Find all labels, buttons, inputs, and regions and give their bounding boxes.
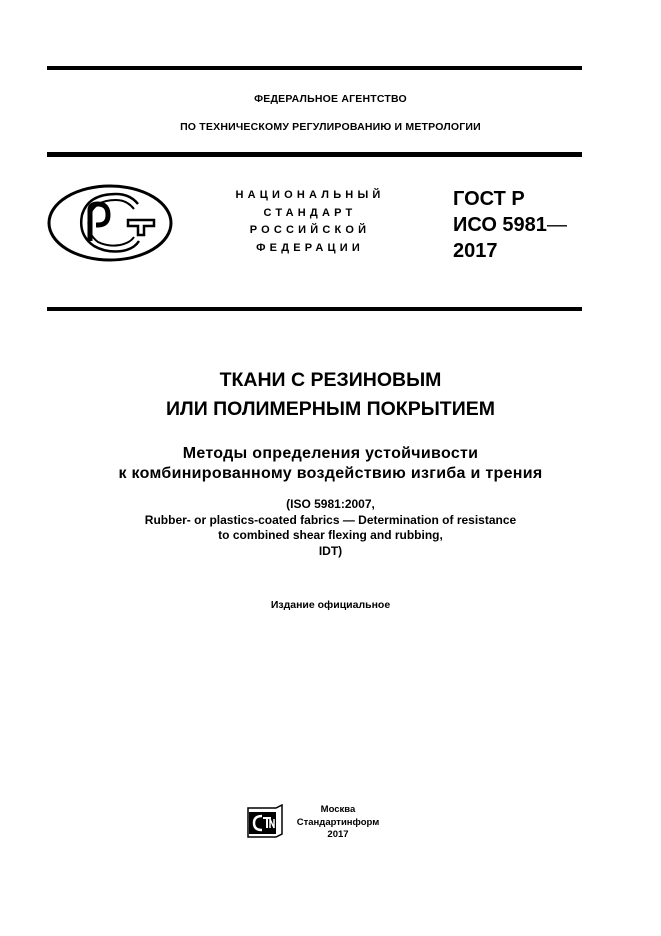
agency-line-2: ПО ТЕХНИЧЕСКОМУ РЕГУЛИРОВАНИЮ И МЕТРОЛОГИИ xyxy=(180,121,481,133)
title-line-2: ИЛИ ПОЛИМЕРНЫМ ПОКРЫТИЕМ xyxy=(166,398,495,420)
title-line-1: ТКАНИ С РЕЗИНОВЫМ xyxy=(219,369,442,391)
designation-number: ИСО 5981 xyxy=(453,214,547,236)
header-bottom-rule xyxy=(47,152,582,157)
standartinform-logo-icon xyxy=(246,804,284,838)
national-standard-label xyxy=(205,187,415,257)
iso-line-4: IDT) xyxy=(318,543,343,558)
subtitle-line-2: к комбинированному воздействию изгиба и трения xyxy=(118,465,543,482)
national-standard-line-4: ФЕДЕРАЦИИ xyxy=(256,241,364,254)
publisher-name: Стандартинформ xyxy=(296,816,380,828)
edition-label: Издание официальное xyxy=(270,599,391,611)
national-standard-line-2: СТАНДАРТ xyxy=(263,206,357,219)
national-standard-line-3: РОССИЙСКОЙ xyxy=(249,224,371,236)
document-title xyxy=(0,366,661,424)
designation-line-2 xyxy=(453,212,567,238)
document-subtitle xyxy=(0,444,661,484)
national-standard-line-1: НАЦИОНАЛЬНЫЙ xyxy=(235,189,385,201)
standard-designation xyxy=(453,186,567,264)
publisher-info xyxy=(292,804,384,842)
designation-line-3: 2017 xyxy=(453,240,498,262)
gost-r-logo-icon xyxy=(46,183,174,263)
subtitle-line-1: Методы определения устойчивости xyxy=(182,445,479,462)
iso-line-2: Rubber- or plastics-coated fabrics — Determination of resistance xyxy=(144,512,517,527)
top-rule xyxy=(47,66,582,70)
publisher-city: Москва xyxy=(320,804,356,815)
iso-reference xyxy=(0,497,661,559)
standard-block-bottom-rule xyxy=(47,307,582,311)
iso-line-3: to combined shear flexing and rubbing, xyxy=(218,528,443,542)
designation-dash: — xyxy=(546,214,567,236)
iso-line-1: (ISO 5981:2007, xyxy=(286,497,375,511)
agency-line-1: ФЕДЕРАЛЬНОЕ АГЕНТСТВО xyxy=(254,93,407,105)
publisher-year: 2017 xyxy=(327,829,349,840)
designation-line-1: ГОСТ Р xyxy=(453,188,525,210)
